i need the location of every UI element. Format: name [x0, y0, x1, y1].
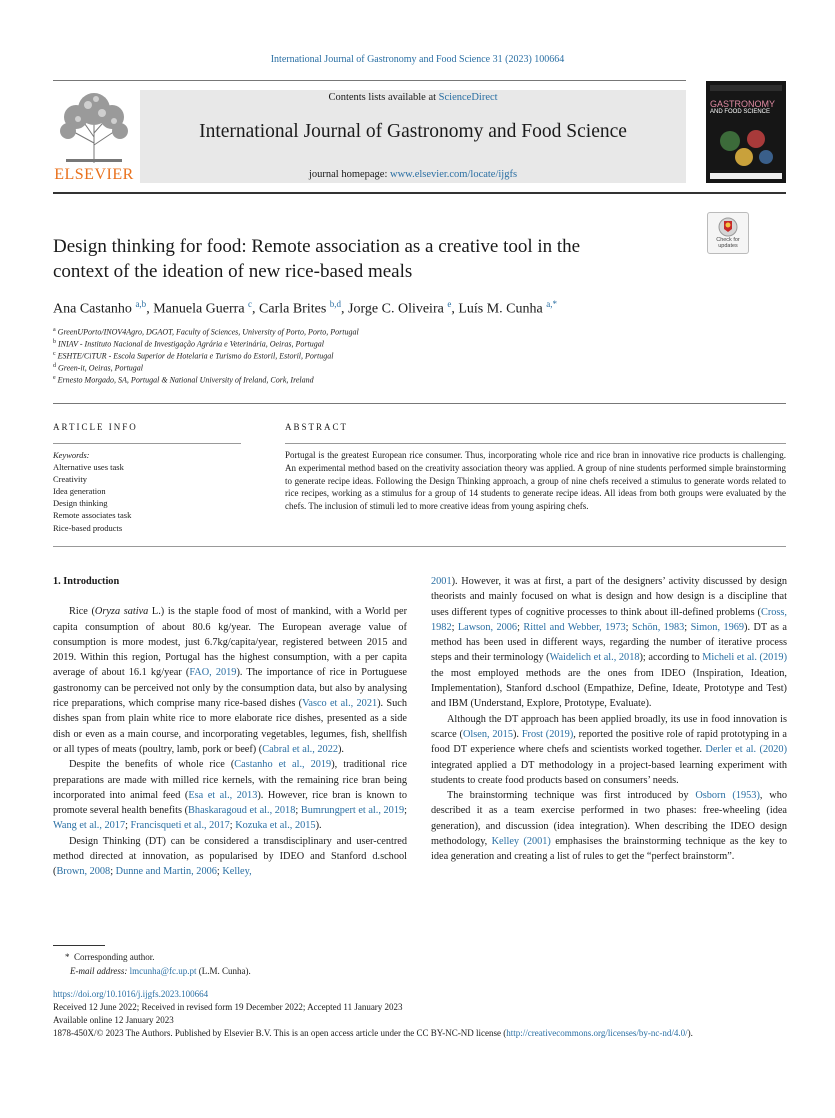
- abstract-heading: ABSTRACT: [285, 422, 349, 432]
- affiliation-d: $^d$ Green-it, Oeiras, Portugal: [53, 363, 144, 373]
- top-divider: [53, 80, 686, 81]
- citation-link[interactable]: Francisqueti et al., 2017: [130, 820, 230, 832]
- cover-title: GASTRONOMY: [710, 99, 776, 109]
- doi-link[interactable]: https://doi.org/10.1016/j.ijgfs.2023.100664: [53, 989, 209, 999]
- keywords-list: [53, 449, 131, 534]
- body-column-right: [431, 574, 787, 865]
- cover-subtitle: AND FOOD SCIENCE: [710, 109, 771, 115]
- keyword-item: Idea generation: [53, 486, 106, 497]
- info-divider: [53, 403, 786, 404]
- citation-link[interactable]: Waidelich et al., 2018: [549, 652, 640, 664]
- keyword-item: Creativity: [53, 474, 87, 485]
- citation-link[interactable]: Cabral et al., 2022: [262, 743, 338, 755]
- received-dates: Received 12 June 2022; Received in revised form 19 December 2022; Accepted 11 January 2023: [53, 1002, 403, 1012]
- species-name: Oryza sativa: [94, 606, 149, 618]
- affiliation-b: $^b$ INIAV - Instituto Nacional de Investigação Agrária e Veterinária, Oeiras, Portugal: [53, 339, 324, 349]
- homepage-line: journal homepage: www.elsevier.com/locate/ijgfs: [308, 169, 518, 180]
- article-title-line-1: Design thinking for food: Remote association as a creative tool in the: [53, 236, 581, 257]
- journal-cover-image[interactable]: [706, 81, 786, 183]
- author-name[interactable]: Jorge C. Oliveira: [348, 301, 444, 317]
- email-link[interactable]: lmcunha@fc.up.pt: [129, 966, 197, 976]
- keyword-item: Alternative uses task: [53, 462, 124, 473]
- license-statement: 1878-450X/© 2023 The Authors. Published by Elsevier B.V. This is an open access article under the CC BY-NC-ND license (http://creativecommons.org/licenses/by-nc-nd/4.0/).: [53, 1028, 693, 1038]
- sciencedirect-link[interactable]: ScienceDirect: [438, 92, 498, 103]
- elsevier-wordmark: ELSEVIER: [54, 166, 134, 183]
- header-divider: [53, 192, 786, 194]
- citation-link[interactable]: Osborn (1953): [695, 790, 760, 802]
- keyword-item: Design thinking: [53, 498, 108, 509]
- citation-link[interactable]: Esa et al., 2013: [188, 789, 258, 801]
- cover-artwork: [706, 81, 786, 183]
- citation-link[interactable]: Bhaskaragoud et al., 2018: [188, 805, 296, 817]
- keywords-heading: Keywords:: [53, 450, 90, 460]
- contents-line: Contents lists available at ScienceDirect: [328, 92, 498, 103]
- keyword-item: Remote associates task: [53, 510, 132, 521]
- available-online: Available online 12 January 2023: [53, 1015, 174, 1025]
- citation-link[interactable]: Cross, 1982: [431, 606, 787, 633]
- body-paragraph: Rice (Oryza sativa L.) is the staple food of most of mankind, with a World per capita consumption of about 80.6 kg/year. The European average value of consumption is more modest, just 6.7kg/capita/year, registered between 2015 and 2019. Within this region, Portugal has the highest consumption, with a per capita average of about 16.1 kg/year (FAO, 2019). The importance of rice in Portuguese gastronomy can be perceived not only by the consumption data, but also by analysing rice preparations, which comprise many rice-based dishes (Vasco et al., 2021). Such dishes span from plain white rice to more elaborate rice dishes, presented as a side dish or even as a main course, and incorporating vegetables, legumes, fish, shellfish or all types of meats (poultry, lamb, pork or beef) (Cabral et al., 2022).: [53, 606, 408, 755]
- citation-link[interactable]: Dunne and Martin, 2006: [115, 866, 217, 878]
- author-list: Ana Castanho $^{a,b}$, Manuela Guerra $^c$, Carla Brites $^{b,d}$, Jorge C. Oliveira $^e$, Luís M. Cunha $^{a,*}$: [53, 299, 557, 317]
- abstract-text: Portugal is the greatest European rice consumer. Thus, incorporating whole rice and rice bran in innovative rice products is challenging. An experimental method based on the creativity association theory was applied. A group of nine students performed simple brainstorming to generate recipe ideas. Following the Design Thinking approach, a group of nine chefs received a stimulus to generate words related to rice recipes, working as a stimulus for a group of 14 students to generate recipe ideas. All ideas from both groups were evaluated by the chefs. The inclusion of stimuli led to more creative ideas from young aspiring chefs.: [285, 450, 786, 512]
- corresponding-author-note: * Corresponding author.: [65, 952, 155, 962]
- footnotes: [53, 950, 786, 978]
- citation-link[interactable]: Lawson, 2006: [457, 621, 518, 633]
- affiliation-c: $^c$ ESHTE/CiTUR - Escola Superior de Hotelaria e Turismo do Estoril, Estoril, Portugal: [53, 351, 334, 361]
- article-title-line-2: context of the ideation of new rice-based meals: [53, 261, 413, 282]
- author-affiliation-mark[interactable]: c: [248, 299, 253, 309]
- article-metadata: [53, 988, 786, 1040]
- body-paragraph: The brainstorming technique was first introduced by Osborn (1953), who described it as a team exercise performed in two phases: free-wheeling (idea generation), and discussion (idea integration). When describing the IDEO design methodology, Kelley (2001) emphasises the brainstorming technique as the key to idea generation and creating a list of rules to get the “perfect brainstorm”.: [431, 790, 788, 863]
- footnote-divider: [53, 945, 105, 946]
- citation-link[interactable]: FAO, 2019: [189, 667, 237, 679]
- check-updates-label: Check for updates: [716, 237, 740, 249]
- abstract-bottom-divider: [53, 546, 786, 547]
- body-paragraph: 2001). However, it was at first, a part of the designers’ activity discussed by design theorists and mainly focused on what is design and how design is a discipline that uses different types of cognitive processes to think about ill-defined problems (Cross, 1982; Lawson, 2006; Rittel and Webber, 1973; Schön, 1983; Simon, 1969). DT as a method has been used in different ways, regarding the number of iterative process steps and their terminology (Waidelich et al., 2018); according to Micheli et al. (2019) the most employed methods are the ones from IDEO (Inspiration, Ideation, Implementation), Stanford d.school (Empathize, Define, Ideate, Prototype and Test) and IBM (Understand, Explore, Prototype, Evaluate).: [431, 576, 788, 710]
- check-updates-icon: [708, 215, 748, 239]
- section-heading-introduction: 1. Introduction: [53, 576, 120, 587]
- citation-link[interactable]: 2001: [431, 576, 452, 587]
- license-link[interactable]: http://creativecommons.org/licenses/by-nc-nd/4.0/: [506, 1028, 688, 1038]
- abstract-rule: [285, 443, 786, 444]
- citation-link[interactable]: Kelley,: [222, 866, 252, 878]
- citation-link[interactable]: Rittel and Webber, 1973: [523, 621, 626, 633]
- author-affiliation-mark[interactable]: b,d: [329, 299, 342, 309]
- journal-title: International Journal of Gastronomy and Food Science: [199, 121, 627, 142]
- article-title: [53, 234, 693, 284]
- check-for-updates-button[interactable]: [707, 212, 749, 254]
- citation-link[interactable]: Brown, 2008: [56, 866, 111, 878]
- citation-link[interactable]: Wang et al., 2017: [53, 820, 126, 832]
- homepage-link[interactable]: www.elsevier.com/locate/ijgfs: [390, 169, 518, 180]
- citation-link[interactable]: Bumrungpert et al., 2019: [300, 805, 405, 817]
- affiliation-e: $^e$ Ernesto Morgado, SA, Portugal & National University of Ireland, Cork, Ireland: [53, 375, 314, 385]
- citation-link[interactable]: Simon, 1969: [690, 621, 745, 633]
- body-paragraph: Despite the benefits of whole rice (Castanho et al., 2019), traditional rice preparations are made with milled rice kernels, with the remaining rice bran being incorporated into animal feed (Esa et al., 2013). However, rice bran is known to promote several health benefits (Bhaskaragoud et al., 2018; Bumrungpert et al., 2019; Wang et al., 2017; Francisqueti et al., 2017; Kozuka et al., 2015).: [53, 759, 408, 832]
- journal-reference-link[interactable]: International Journal of Gastronomy and Food Science 31 (2023) 100664: [270, 54, 565, 65]
- email-note: E-mail address: lmcunha@fc.up.pt (L.M. Cunha).: [70, 966, 251, 976]
- body-column-left: [53, 574, 407, 880]
- citation-link[interactable]: Schön, 1983: [631, 621, 685, 633]
- citation-link[interactable]: Kelley (2001): [491, 836, 551, 848]
- citation-link[interactable]: Derler et al. (2020): [705, 744, 787, 756]
- author-name[interactable]: Manuela Guerra: [153, 301, 245, 317]
- body-paragraph: Design Thinking (DT) can be considered a transdisciplinary and user-centred method directed at innovation, as popularised by IDEO and Stanford d.school (Brown, 2008; Dunne and Martin, 2006; Kelley,: [53, 835, 407, 878]
- citation-link[interactable]: Castanho et al., 2019: [234, 759, 332, 771]
- citation-link[interactable]: Micheli et al. (2019): [702, 652, 788, 664]
- author-affiliation-mark[interactable]: a,b: [135, 299, 147, 309]
- keyword-item: Rice-based products: [53, 522, 123, 533]
- author-name[interactable]: Ana Castanho: [53, 301, 132, 317]
- citation-link[interactable]: Frost (2019): [521, 728, 574, 740]
- article-info-rule: [53, 443, 241, 444]
- citation-link[interactable]: Vasco et al., 2021: [302, 698, 378, 710]
- author-name[interactable]: Carla Brites: [259, 301, 327, 317]
- body-paragraph: Although the DT approach has been applied broadly, its use in food innovation is scarce (Olsen, 2015). Frost (2019), reported the positive role of rapid prototyping in a food DT experience where chefs and scientists worked together. Derler et al. (2020) integrated applied a DT methodology in a project-based learning experiment with students to create food products based on consumers’ needs.: [431, 713, 788, 786]
- citation-link[interactable]: Kozuka et al., 2015: [235, 820, 316, 832]
- author-affiliation-mark[interactable]: e: [447, 299, 452, 309]
- author-affiliation-mark[interactable]: a,*: [546, 299, 557, 309]
- citation-link[interactable]: Olsen, 2015: [462, 728, 513, 740]
- affiliation-a: $^a$ GreenUPorto/INOV4Agro, DGAOT, Faculty of Sciences, University of Porto, Porto, Portugal: [53, 327, 359, 337]
- article-info-heading: ARTICLE INFO: [53, 422, 138, 432]
- author-name[interactable]: Luís M. Cunha: [458, 301, 543, 317]
